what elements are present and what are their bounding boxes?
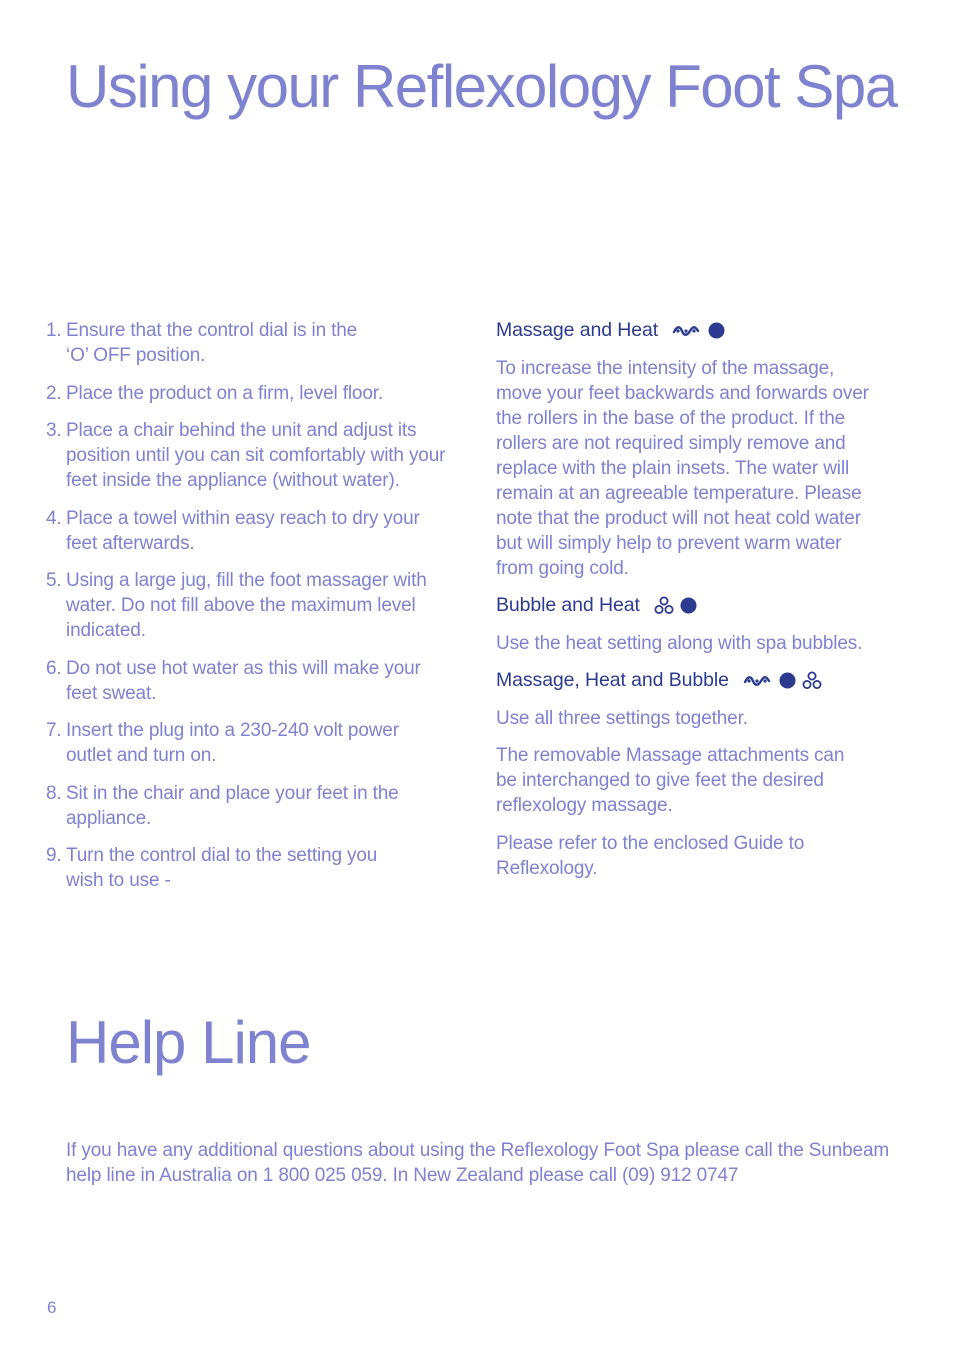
massage-wave-icon	[672, 324, 702, 338]
bubble-heat-icons	[654, 596, 697, 615]
step-text: Place the product on a firm, level floor.	[66, 382, 384, 404]
step-8	[46, 781, 456, 831]
step-9	[46, 843, 456, 893]
page-title: Using your Reflexology Foot Spa	[66, 53, 897, 120]
step-7	[46, 718, 456, 768]
settings-column	[496, 318, 896, 893]
step-number: 9.	[46, 845, 62, 866]
page-number: 6	[47, 1298, 57, 1317]
step-text: Do not use hot water as this will make your feet sweat.	[66, 657, 421, 704]
massage-heat-bubble-icons	[743, 671, 822, 690]
bubble-heat-title: Bubble and Heat	[496, 594, 640, 616]
massage-heat-text: To increase the intensity of the massage, move your feet backwards and forwards over the rollers in the base of the product. If the rollers are not required simply remove and replace with the plain insets. The water will remain at an agreeable temperature. Please note that the product will not heat cold water but will simply help to prevent warm water from going cold.	[496, 357, 869, 579]
heat-dot-icon	[708, 322, 725, 339]
massage-heat-heading	[496, 318, 896, 343]
step-text: Place a towel within easy reach to dry your feet afterwards.	[66, 507, 420, 554]
step-number: 8.	[46, 782, 62, 804]
step-text: Using a large jug, fill the foot massager with water. Do not fill above the maximum level indicated.	[66, 570, 427, 641]
instruction-steps	[46, 318, 456, 906]
massage-heat-title: Massage and Heat	[496, 319, 659, 341]
step-text: Ensure that the control dial is in the ‘O’ OFF position.	[66, 320, 358, 366]
help-line-title: Help Line	[66, 1009, 311, 1076]
massage-heat-icons	[672, 322, 725, 339]
step-number: 4.	[46, 507, 62, 529]
heat-dot-icon	[779, 672, 796, 689]
step-text: Sit in the chair and place your feet in the appliance.	[66, 782, 399, 829]
bubbles-icon	[802, 671, 822, 690]
massage-heat-bubble-heading	[496, 668, 896, 693]
help-line-text: If you have any additional questions about using the Reflexology Foot Spa please call the Sunbeam help line in Australia on 1 800 025 059. In New Zealand please call (09) 912 0747	[66, 1140, 890, 1186]
step-number: 7.	[46, 720, 62, 741]
step-number: 2.	[46, 382, 62, 404]
step-text: Turn the control dial to the setting you wish to use -	[66, 845, 378, 891]
massage-wave-icon	[743, 674, 773, 688]
attachments-note: The removable Massage attachments can be interchanged to give feet the desired reflexology massage.	[496, 745, 845, 816]
heat-dot-icon	[680, 597, 697, 614]
step-4	[46, 506, 456, 556]
bubble-heat-heading	[496, 593, 896, 618]
guide-note: Please refer to the enclosed Guide to Reflexology.	[496, 832, 805, 879]
step-number: 5.	[46, 570, 62, 591]
massage-heat-bubble-title: Massage, Heat and Bubble	[496, 669, 729, 691]
step-number: 1.	[46, 320, 62, 341]
step-number: 3.	[46, 420, 62, 441]
step-5	[46, 568, 456, 643]
step-text: Place a chair behind the unit and adjust its position until you can sit comfortably with your feet inside the appliance (without water).	[66, 420, 446, 491]
bubble-heat-text: Use the heat setting along with spa bubbles.	[496, 632, 863, 654]
step-3	[46, 418, 456, 493]
bubbles-icon	[654, 596, 674, 615]
massage-heat-bubble-text: Use all three settings together.	[496, 707, 748, 729]
step-1	[46, 318, 456, 368]
step-2	[46, 381, 456, 406]
step-6	[46, 656, 456, 706]
step-text: Insert the plug into a 230-240 volt power outlet and turn on.	[66, 720, 399, 766]
step-number: 6.	[46, 657, 62, 679]
